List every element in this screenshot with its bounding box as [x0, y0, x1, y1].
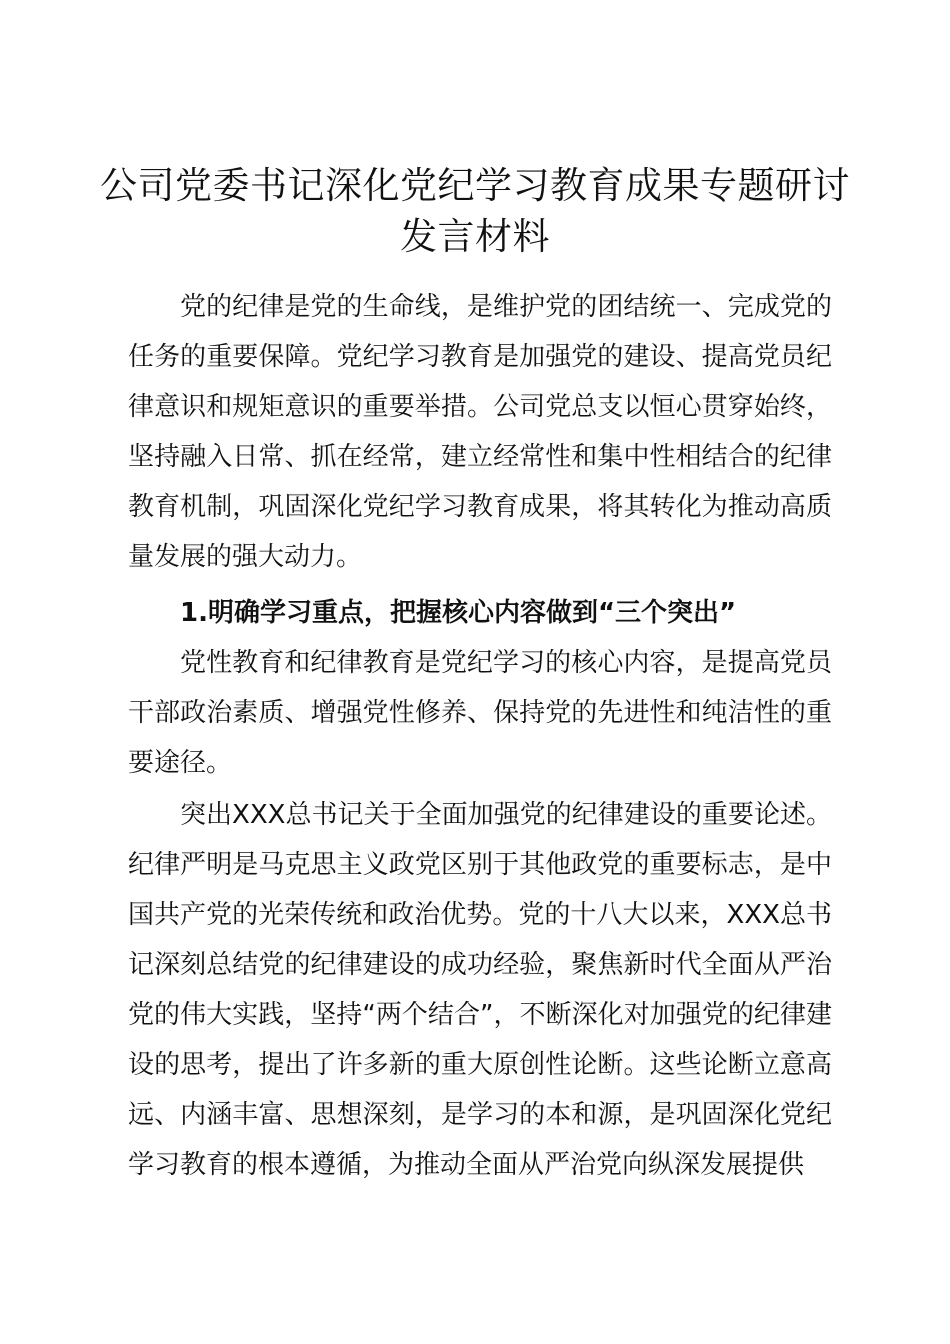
body-paragraph: 党性教育和纪律教育是党纪学习的核心内容，是提高党员干部政治素质、增强党性修养、保持党的先进性和纯洁性的重要途径。: [128, 648, 832, 778]
body-paragraph: 突出XXX总书记关于全面加强党的纪律建设的重要论述。纪律严明是马克思主义政党区别于其他政党的重要标志，是中国共产党的光荣传统和政治优势。党的十八大以来，XXX总书记深刻总结党的纪律建设的成功经验，聚焦新时代全面从严治党的伟大实践，坚持“两个结合”，不断深化对加强党的纪律建设的思考，提出了许多新的重大原创性论断。这些论断立意高远、内涵丰富、思想深刻，是学习的本和源，是巩固深化党纪学习教育的根本遵循，为推动全面从严治党向纵深发展提供: [128, 800, 832, 1180]
body-paragraph: 党的纪律是党的生命线，是维护党的团结统一、完成党的任务的重要保障。党纪学习教育是加强党的建设、提高党员纪律意识和规矩意识的重要举措。公司党总支以恒心贯穿始终，坚持融入日常、抓在经常，建立经常性和集中性相结合的纪律教育机制，巩固深化党纪学习教育成果，将其转化为推动高质量发展的强大动力。: [128, 292, 832, 572]
section-heading: 1.明确学习重点，把握核心内容做到“三个突出”: [180, 598, 737, 628]
document-body: [128, 282, 832, 1190]
document-title: 公司党委书记深化党纪学习教育成果专题研讨发言材料: [100, 164, 850, 258]
